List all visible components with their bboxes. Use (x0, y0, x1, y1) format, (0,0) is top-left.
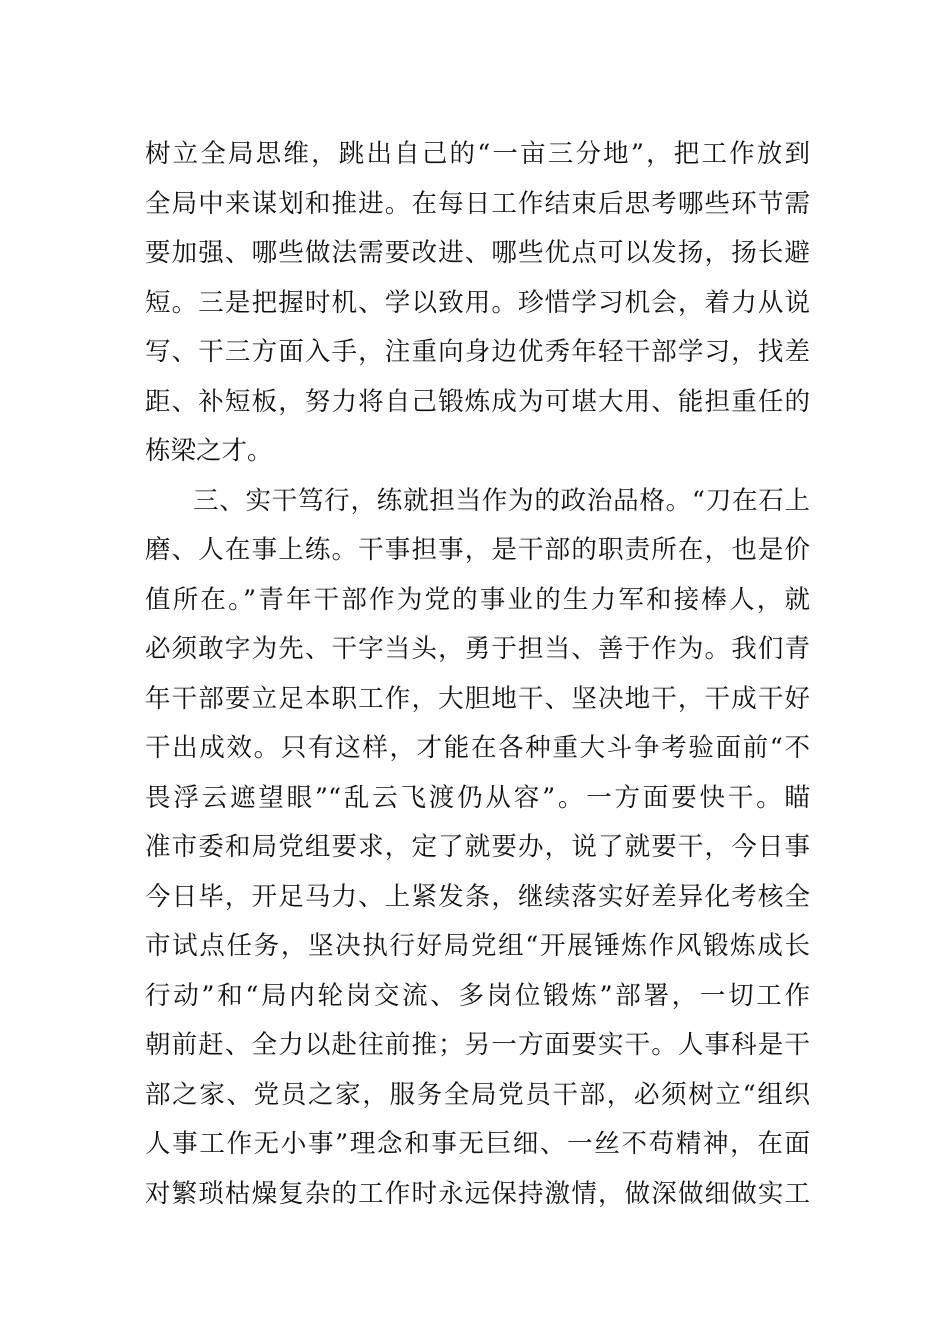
text-line: 短。三是把握时机、学以致用。珍惜学习机会，着力从说 (145, 287, 810, 318)
text-line: 全局中来谋划和推进。在每日工作结束后思考哪些环节需 (145, 188, 810, 219)
text-line: 磨、人在事上练。干事担事，是干部的职责所在，也是价 (145, 535, 810, 565)
text-line: 今日毕，开足马力、上紧发条，继续落实好差异化考核全 (145, 881, 810, 912)
paragraph-1 (145, 130, 810, 477)
text-line: 行动”和“局内轮岗交流、多岗位锻炼”部署，一切工作 (145, 980, 810, 1011)
text-line: 必须敢字为先、干字当头，勇于担当、善于作为。我们青 (145, 634, 810, 664)
text-line: 写、干三方面入手，注重向身边优秀年轻干部学习，找差 (145, 337, 810, 367)
text-line: 三、实干笃行，练就担当作为的政治品格。“刀在石上 (193, 485, 810, 516)
text-line: 要加强、哪些做法需要改进、哪些优点可以发扬，扬长避 (145, 238, 810, 268)
text-line: 对繁琐枯燥复杂的工作时永远保持激情，做深做细做实工 (145, 1178, 810, 1209)
text-line: 年干部要立足本职工作，大胆地干、坚决地干，干成干好 (145, 683, 810, 714)
text-line: 准市委和局党组要求，定了就要办，说了就要干，今日事 (145, 832, 810, 862)
text-line: 距、补短板，努力将自己锻炼成为可堪大用、能担重任的 (145, 386, 810, 417)
text-line: 栋梁之才。 (145, 436, 273, 466)
text-line: 值所在。”青年干部作为党的事业的生力军和接棒人，就 (145, 584, 810, 615)
text-line: 市试点任务，坚决执行好局党组“开展锤炼作风锻炼成长 (145, 931, 810, 961)
text-line: 部之家、党员之家，服务全局党员干部，必须树立“组织 (145, 1079, 810, 1110)
text-line: 树立全局思维，跳出自己的“一亩三分地”，把工作放到 (145, 139, 810, 169)
document-body (145, 130, 810, 1219)
text-line: 朝前赶、全力以赴往前推；另一方面要实干。人事科是干 (145, 1030, 810, 1060)
text-line: 干出成效。只有这样，才能在各种重大斗争考验面前“不 (145, 733, 810, 763)
paragraph-2 (145, 477, 810, 1220)
text-line: 畏浮云遮望眼”“乱云飞渡仍从容”。一方面要快干。瞄 (145, 782, 810, 813)
text-line: 人事工作无小事”理念和事无巨细、一丝不苟精神，在面 (145, 1129, 810, 1159)
